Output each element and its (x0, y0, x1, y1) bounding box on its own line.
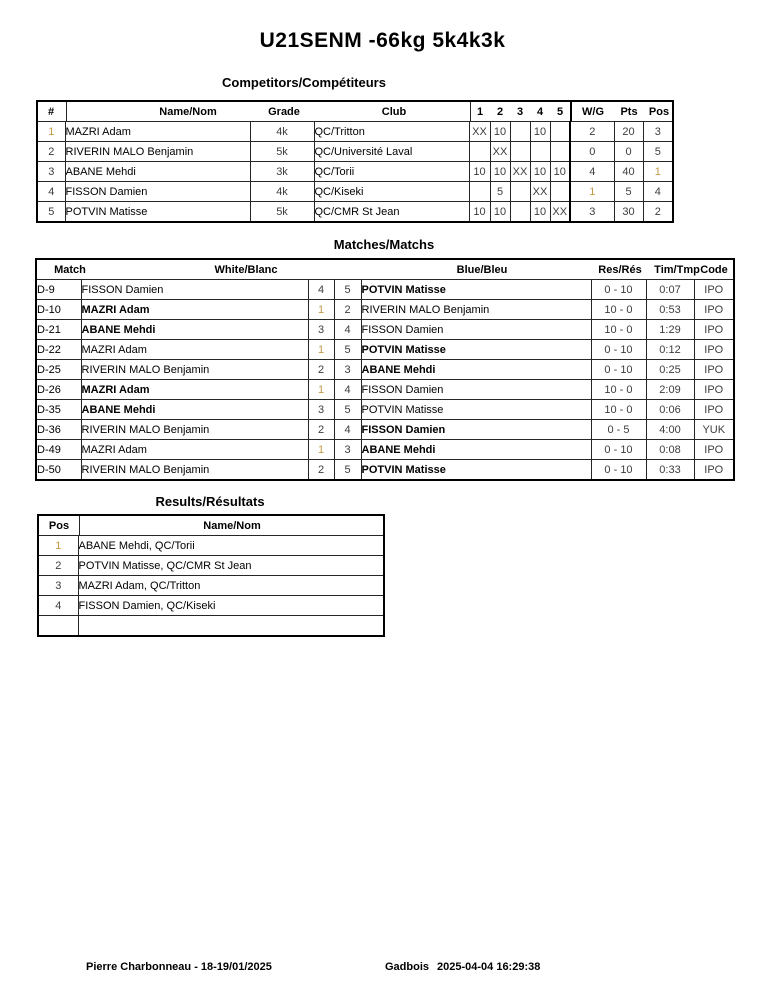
match-time: 1:29 (646, 320, 694, 340)
header-divider (79, 515, 80, 536)
competitor-grade: 3k (250, 162, 314, 182)
round-1-result: XX (469, 122, 490, 142)
blue-player-number: 5 (334, 340, 361, 360)
match-code: IPO (694, 440, 734, 460)
result-row (38, 596, 384, 616)
competitor-wins: 4 (570, 162, 614, 182)
footer-venue: Gadbois (385, 961, 430, 973)
match-row (36, 460, 734, 481)
match-result: 10 - 0 (591, 400, 646, 420)
round-1-result (469, 182, 490, 202)
blue-player-number: 5 (334, 460, 361, 481)
match-id: D-26 (36, 380, 81, 400)
competitor-number: 2 (37, 142, 65, 162)
round-3-result (510, 202, 530, 223)
blue-player-name: POTVIN Matisse (361, 340, 591, 360)
competitors-table (36, 100, 674, 223)
competitor-name: ABANE Mehdi (65, 162, 250, 182)
col-header-result: Res/Rés (598, 263, 642, 276)
competitor-wins: 0 (570, 142, 614, 162)
match-time: 4:00 (646, 420, 694, 440)
col-header-round-3: 3 (516, 105, 524, 118)
match-code: IPO (694, 380, 734, 400)
match-result: 0 - 10 (591, 280, 646, 300)
match-id: D-50 (36, 460, 81, 481)
competitor-name: POTVIN Matisse (65, 202, 250, 223)
competitors-header (37, 101, 673, 122)
col-header-club: Club (381, 105, 407, 118)
footer-organizer: Pierre Charbonneau - 18-19/01/2025 (86, 961, 272, 973)
blue-player-name: ABANE Mehdi (361, 440, 591, 460)
white-player-number: 2 (308, 360, 334, 380)
match-time: 0:12 (646, 340, 694, 360)
round-2-result: 10 (490, 202, 510, 223)
col-header-match: Match (54, 263, 86, 276)
competitor-name: MAZRI Adam (65, 122, 250, 142)
match-time: 0:53 (646, 300, 694, 320)
match-code: IPO (694, 360, 734, 380)
white-player-number: 3 (308, 400, 334, 420)
competitor-wins: 3 (570, 202, 614, 223)
col-header-time: Tim/Tmp (654, 263, 700, 276)
col-header-round-2: 2 (496, 105, 504, 118)
white-player-name: MAZRI Adam (81, 440, 308, 460)
result-name: POTVIN Matisse, QC/CMR St Jean (78, 556, 384, 576)
col-header-white: White/Blanc (214, 263, 278, 276)
competitor-points: 5 (614, 182, 643, 202)
white-player-number: 4 (308, 280, 334, 300)
col-header-grade: Grade (268, 105, 300, 118)
match-code: IPO (694, 280, 734, 300)
match-id: D-49 (36, 440, 81, 460)
header-section-divider (570, 101, 572, 122)
white-player-name: MAZRI Adam (81, 340, 308, 360)
round-5-result (550, 142, 570, 162)
round-3-result (510, 142, 530, 162)
match-id: D-36 (36, 420, 81, 440)
match-row (36, 380, 734, 400)
round-5-result (550, 122, 570, 142)
results-table (37, 514, 385, 637)
results-header (38, 515, 384, 536)
blue-player-number: 4 (334, 420, 361, 440)
competitor-points: 0 (614, 142, 643, 162)
match-code: IPO (694, 320, 734, 340)
white-player-number: 2 (308, 460, 334, 481)
white-player-number: 3 (308, 320, 334, 340)
blue-player-name: POTVIN Matisse (361, 280, 591, 300)
match-code: IPO (694, 300, 734, 320)
col-header-position: Pos (48, 519, 70, 532)
result-row (38, 536, 384, 556)
competitor-grade: 5k (250, 142, 314, 162)
blue-player-number: 4 (334, 380, 361, 400)
competitor-club: QC/Torii (314, 162, 469, 182)
competitor-position: 4 (643, 182, 673, 202)
competitor-position: 3 (643, 122, 673, 142)
round-2-result: 5 (490, 182, 510, 202)
competitor-club: QC/Tritton (314, 122, 469, 142)
results-section-title: Results/Résultats (155, 494, 265, 509)
competitor-position: 1 (643, 162, 673, 182)
matches-grid (35, 258, 735, 481)
competitor-row (37, 142, 673, 162)
col-header-number: # (47, 105, 55, 118)
result-position: 3 (38, 576, 78, 596)
result-position: 4 (38, 596, 78, 616)
results-grid (37, 514, 385, 637)
white-player-number: 1 (308, 380, 334, 400)
competitor-row (37, 162, 673, 182)
white-player-name: FISSON Damien (81, 280, 308, 300)
competitor-position: 5 (643, 142, 673, 162)
round-1-result: 10 (469, 202, 490, 223)
blue-player-name: FISSON Damien (361, 420, 591, 440)
white-player-name: MAZRI Adam (81, 300, 308, 320)
blue-player-number: 5 (334, 400, 361, 420)
match-result: 10 - 0 (591, 320, 646, 340)
competitor-grade: 4k (250, 122, 314, 142)
white-player-name: ABANE Mehdi (81, 400, 308, 420)
white-player-name: MAZRI Adam (81, 380, 308, 400)
competitor-wins: 2 (570, 122, 614, 142)
white-player-name: ABANE Mehdi (81, 320, 308, 340)
col-header-round-5: 5 (556, 105, 564, 118)
result-position (38, 616, 78, 637)
match-id: D-22 (36, 340, 81, 360)
col-header-points: Pts (620, 105, 638, 118)
match-row (36, 340, 734, 360)
blue-player-number: 3 (334, 360, 361, 380)
match-row (36, 420, 734, 440)
col-header-code: Code (700, 263, 728, 276)
footer-timestamp: 2025-04-04 16:29:38 (437, 961, 541, 973)
competitors-header-row (37, 101, 673, 122)
competitor-wins: 1 (570, 182, 614, 202)
round-2-result: 10 (490, 122, 510, 142)
match-result: 10 - 0 (591, 380, 646, 400)
col-header-blue: Blue/Bleu (456, 263, 508, 276)
round-5-result (550, 182, 570, 202)
results-header-row (38, 515, 384, 536)
blue-player-name: POTVIN Matisse (361, 400, 591, 420)
competitor-club: QC/Université Laval (314, 142, 469, 162)
header-divider (470, 101, 471, 122)
white-player-name: RIVERIN MALO Benjamin (81, 360, 308, 380)
match-result: 0 - 10 (591, 360, 646, 380)
result-name: ABANE Mehdi, QC/Torii (78, 536, 384, 556)
result-name: FISSON Damien, QC/Kiseki (78, 596, 384, 616)
result-position: 2 (38, 556, 78, 576)
match-row (36, 400, 734, 420)
matches-header (36, 259, 734, 280)
result-name (78, 616, 384, 637)
round-4-result: 10 (530, 122, 550, 142)
col-header-position: Pos (648, 105, 670, 118)
competitor-name: RIVERIN MALO Benjamin (65, 142, 250, 162)
blue-player-name: ABANE Mehdi (361, 360, 591, 380)
competitor-row (37, 122, 673, 142)
round-4-result: XX (530, 182, 550, 202)
match-id: D-35 (36, 400, 81, 420)
match-code: YUK (694, 420, 734, 440)
competitor-number: 5 (37, 202, 65, 223)
round-5-result: XX (550, 202, 570, 223)
match-time: 0:25 (646, 360, 694, 380)
match-result: 0 - 10 (591, 340, 646, 360)
match-time: 2:09 (646, 380, 694, 400)
round-4-result: 10 (530, 162, 550, 182)
result-row (38, 576, 384, 596)
col-header-wins: W/G (582, 105, 604, 118)
match-code: IPO (694, 340, 734, 360)
match-time: 0:06 (646, 400, 694, 420)
competitor-club: QC/CMR St Jean (314, 202, 469, 223)
competitor-row (37, 202, 673, 223)
match-result: 0 - 10 (591, 440, 646, 460)
match-row (36, 300, 734, 320)
competitor-number: 1 (37, 122, 65, 142)
competitor-number: 3 (37, 162, 65, 182)
match-result: 0 - 10 (591, 460, 646, 481)
competitor-points: 20 (614, 122, 643, 142)
result-name: MAZRI Adam, QC/Tritton (78, 576, 384, 596)
competitor-grade: 4k (250, 182, 314, 202)
blue-player-number: 5 (334, 280, 361, 300)
competitor-club: QC/Kiseki (314, 182, 469, 202)
competitors-grid (36, 100, 674, 223)
match-time: 0:07 (646, 280, 694, 300)
match-id: D-25 (36, 360, 81, 380)
matches-table (35, 258, 735, 481)
match-row (36, 280, 734, 300)
match-code: IPO (694, 460, 734, 481)
round-4-result (530, 142, 550, 162)
blue-player-name: FISSON Damien (361, 320, 591, 340)
page-title: U21SENM -66kg 5k4k3k (259, 29, 506, 52)
match-result: 0 - 5 (591, 420, 646, 440)
round-2-result: XX (490, 142, 510, 162)
result-row (38, 616, 384, 637)
white-player-number: 2 (308, 420, 334, 440)
col-header-round-4: 4 (536, 105, 544, 118)
match-row (36, 320, 734, 340)
match-row (36, 440, 734, 460)
round-4-result: 10 (530, 202, 550, 223)
matches-header-row (36, 259, 734, 280)
blue-player-name: FISSON Damien (361, 380, 591, 400)
match-code: IPO (694, 400, 734, 420)
competitor-row (37, 182, 673, 202)
white-player-name: RIVERIN MALO Benjamin (81, 420, 308, 440)
round-3-result: XX (510, 162, 530, 182)
competitors-section-title: Competitors/Compétiteurs (222, 75, 386, 90)
blue-player-number: 2 (334, 300, 361, 320)
match-time: 0:08 (646, 440, 694, 460)
result-row (38, 556, 384, 576)
round-5-result: 10 (550, 162, 570, 182)
competitor-points: 30 (614, 202, 643, 223)
blue-player-name: RIVERIN MALO Benjamin (361, 300, 591, 320)
header-divider (66, 101, 67, 122)
round-3-result (510, 182, 530, 202)
match-result: 10 - 0 (591, 300, 646, 320)
col-header-name: Name/Nom (159, 105, 217, 118)
competitor-name: FISSON Damien (65, 182, 250, 202)
match-time: 0:33 (646, 460, 694, 481)
round-2-result: 10 (490, 162, 510, 182)
white-player-number: 1 (308, 340, 334, 360)
blue-player-number: 4 (334, 320, 361, 340)
match-id: D-21 (36, 320, 81, 340)
match-id: D-9 (36, 280, 81, 300)
blue-player-number: 3 (334, 440, 361, 460)
col-header-round-1: 1 (476, 105, 484, 118)
match-row (36, 360, 734, 380)
round-1-result (469, 142, 490, 162)
white-player-number: 1 (308, 300, 334, 320)
competitor-grade: 5k (250, 202, 314, 223)
white-player-number: 1 (308, 440, 334, 460)
blue-player-name: POTVIN Matisse (361, 460, 591, 481)
result-position: 1 (38, 536, 78, 556)
match-id: D-10 (36, 300, 81, 320)
competitor-position: 2 (643, 202, 673, 223)
competitor-number: 4 (37, 182, 65, 202)
round-3-result (510, 122, 530, 142)
col-header-name: Name/Nom (203, 519, 261, 532)
matches-section-title: Matches/Matchs (333, 237, 435, 252)
white-player-name: RIVERIN MALO Benjamin (81, 460, 308, 481)
round-1-result: 10 (469, 162, 490, 182)
competitor-points: 40 (614, 162, 643, 182)
